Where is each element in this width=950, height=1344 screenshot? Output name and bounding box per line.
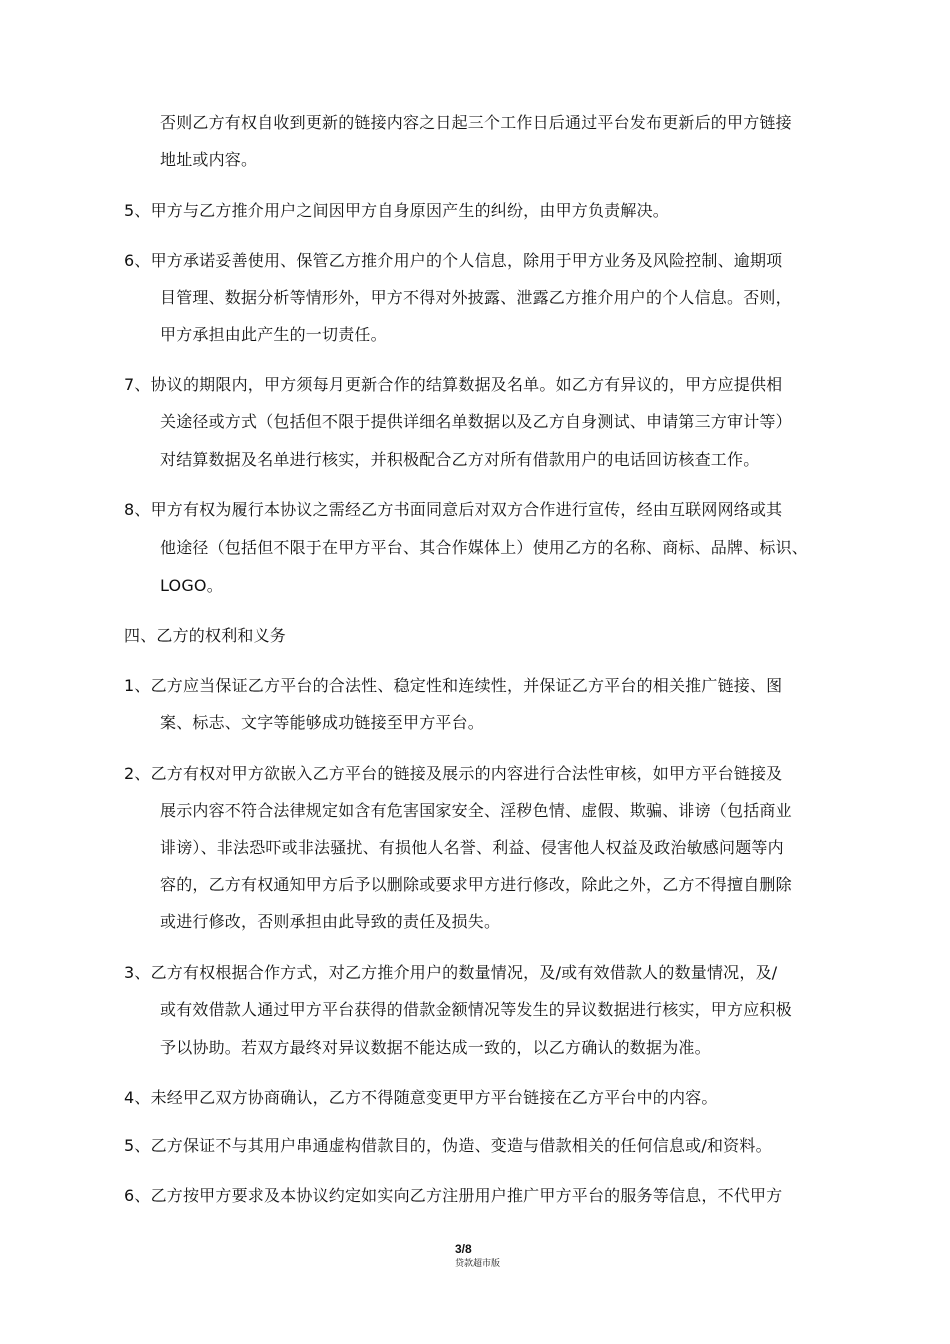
paragraph-line: 5、乙方保证不与其用户串通虚构借款目的，伪造、变造与借款相关的任何信息或/和资料。: [124, 1136, 772, 1155]
paragraph-line: 8、甲方有权为履行本协议之需经乙方书面同意后对双方合作进行宣传，经由互联网网络或其: [124, 500, 783, 519]
paragraph-line: 对结算数据及名单进行核实，并积极配合乙方对所有借款用户的电话回访核查工作。: [160, 450, 760, 469]
paragraph-line: 甲方承担由此产生的一切责任。: [160, 325, 387, 344]
paragraph-line: 予以协助。若双方最终对异议数据不能达成一致的，以乙方确认的数据为准。: [160, 1038, 711, 1057]
paragraph-line: 3、乙方有权根据合作方式，对乙方推介用户的数量情况，及/或有效借款人的数量情况，及/: [124, 963, 778, 982]
paragraph-line: 他途径（包括但不限于在甲方平台、其合作媒体上）使用乙方的名称、商标、品牌、标识、: [160, 538, 809, 557]
paragraph-line: 容的，乙方有权通知甲方后予以删除或要求甲方进行修改，除此之外，乙方不得擅自删除: [160, 875, 792, 894]
paragraph-line: 4、未经甲乙双方协商确认，乙方不得随意变更甲方平台链接在乙方平台中的内容。: [124, 1088, 718, 1107]
paragraph-line: 展示内容不符合法律规定如含有危害国家安全、淫秽色情、虚假、欺骗、诽谤（包括商业: [160, 801, 792, 820]
paragraph-line: 或有效借款人通过甲方平台获得的借款金额情况等发生的异议数据进行核实，甲方应积极: [160, 1000, 792, 1019]
paragraph-line: 关途径或方式（包括但不限于提供详细名单数据以及乙方自身测试、申请第三方审计等）: [160, 412, 792, 431]
paragraph-line: 或进行修改，否则承担由此导致的责任及损失。: [160, 912, 501, 931]
paragraph-line: 1、乙方应当保证乙方平台的合法性、稳定性和连续性，并保证乙方平台的相关推广链接、图: [124, 676, 783, 695]
paragraph-line: LOGO。: [160, 576, 223, 595]
footer-caption: 贷款超市版: [455, 1259, 501, 1269]
paragraph-line: 7、协议的期限内，甲方须每月更新合作的结算数据及名单。如乙方有异议的，甲方应提供相: [124, 375, 783, 394]
paragraph-line: 目管理、数据分析等情形外，甲方不得对外披露、泄露乙方推介用户的个人信息。否则，: [160, 288, 792, 307]
paragraph-line: 诽谤）、非法恐吓或非法骚扰、有损他人名誉、利益、侵害他人权益及政治敏感问题等内: [160, 838, 784, 857]
paragraph-line: 案、标志、文字等能够成功链接至甲方平台。: [160, 713, 485, 732]
paragraph-line: 2、乙方有权对甲方欲嵌入乙方平台的链接及展示的内容进行合法性审核，如甲方平台链接及: [124, 764, 783, 783]
paragraph-line: 地址或内容。: [160, 150, 258, 169]
section-heading: 四、乙方的权利和义务: [124, 626, 287, 645]
paragraph-line: 5、甲方与乙方推介用户之间因甲方自身原因产生的纠纷，由甲方负责解决。: [124, 201, 669, 220]
paragraph-line: 6、甲方承诺妥善使用、保管乙方推介用户的个人信息，除用于甲方业务及风险控制、逾期项: [124, 251, 783, 270]
paragraph-line: 否则乙方有权自收到更新的链接内容之日起三个工作日后通过平台发布更新后的甲方链接: [160, 113, 792, 132]
page-number: 3/8: [455, 1242, 472, 1256]
paragraph-line: 6、乙方按甲方要求及本协议约定如实向乙方注册用户推广甲方平台的服务等信息，不代甲方: [124, 1186, 783, 1205]
